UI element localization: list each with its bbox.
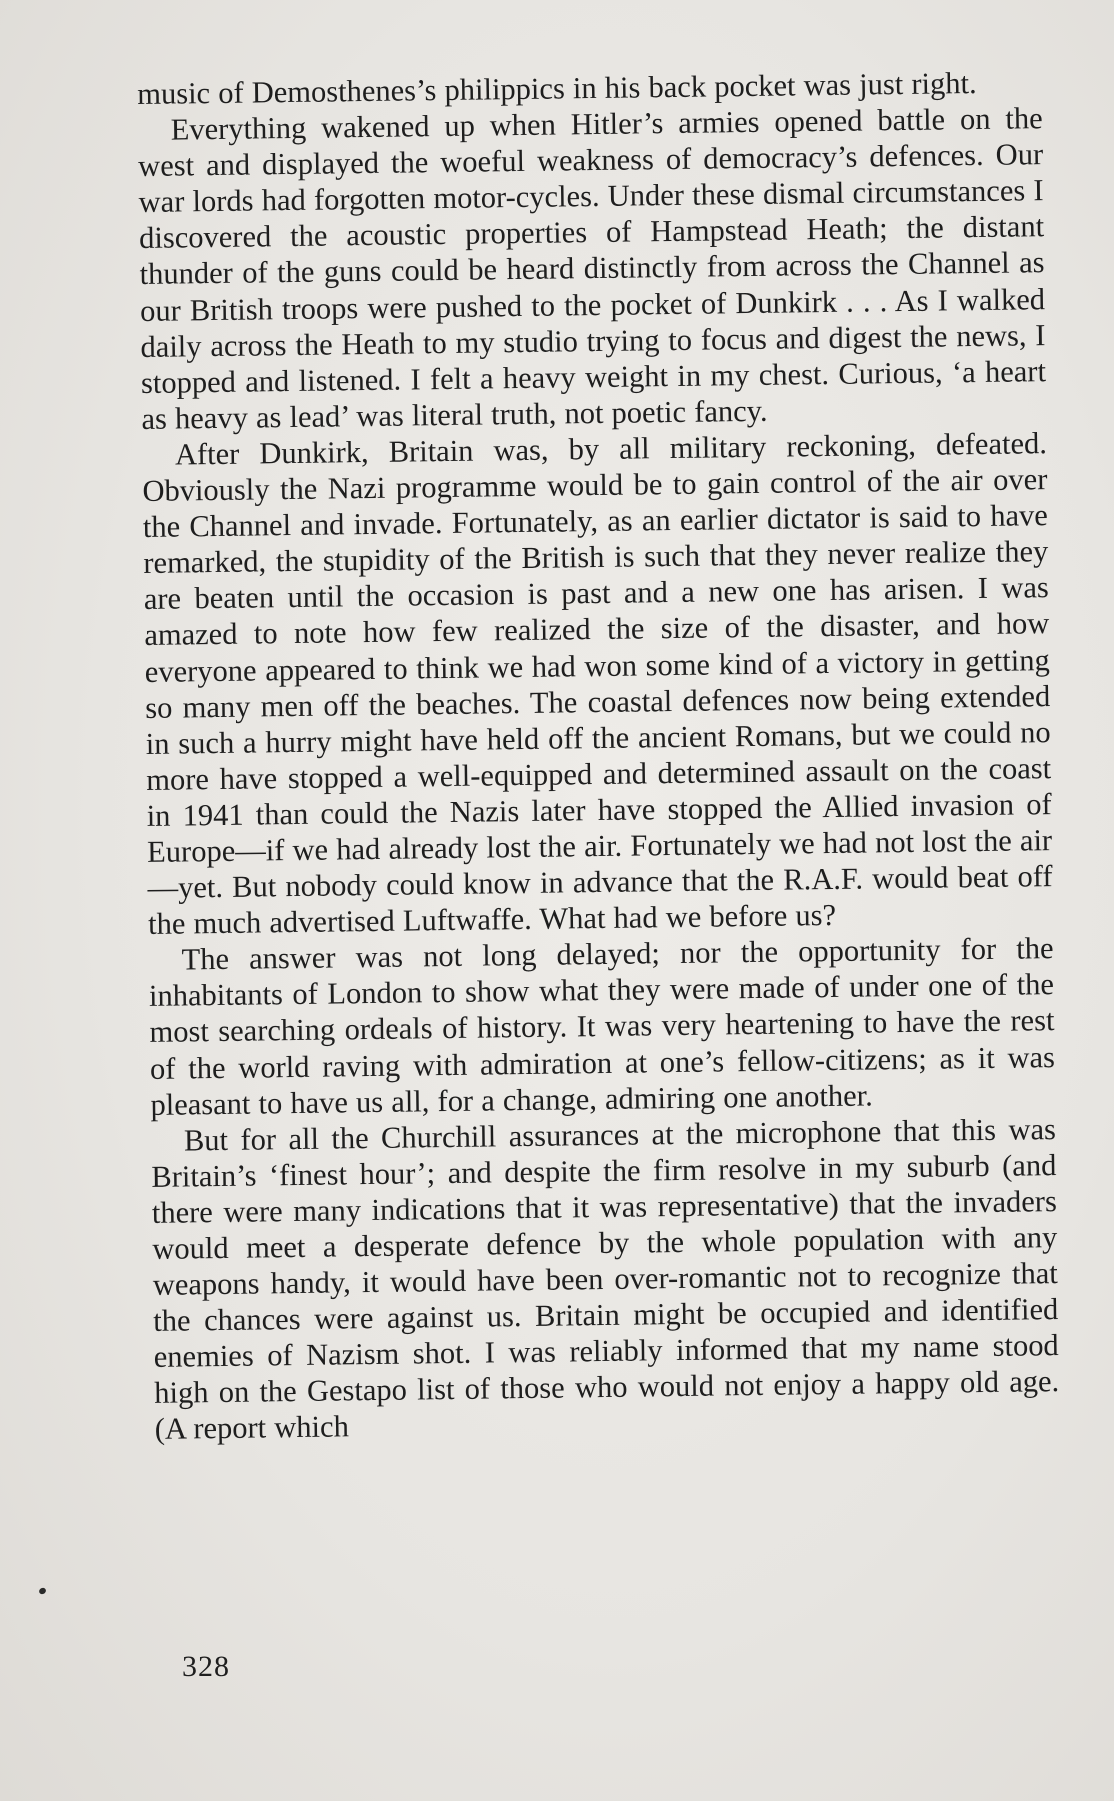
paragraph-finest-hour: But for all the Churchill assurances at the microphone that this was Britain’s ‘finest hour’; and despite the firm resolve in my suburb (and there were many indications that it was representative) that the invaders would meet a desperate defence by the whole population with any weapons handy, it would have been over-romantic not to recognize that the chances were against us. Britain might be occupied and identified enemies of Nazism shot. I was reliably informed that my name stood high on the Gestapo list of those who would not enjoy a happy old age. (A report which (151, 1111, 1060, 1447)
paper-speck (38, 1587, 47, 1596)
paragraph-dunkirk-battle: Everything wakened up when Hitler’s armies opened battle on the west and displayed the woeful weakness of democracy’s defences. Our war lords had forgotten motor-cycles. Under these dismal circumstances I discovered the acoustic properties of Hampstead Heath; the distant thunder of the guns could be heard distinctly from across the Channel as our British troops were pushed to the pocket of Dunkirk . . . As I walked daily across the Heath to my studio trying to focus and digest the news, I stopped and listened. I felt a heavy weight in my chest. Curious, ‘a heart as heavy as lead’ was literal truth, not poetic fancy. (137, 101, 1047, 436)
paragraph-continued: music of Demosthenes’s philippics in his back pocket was just right. (137, 66, 977, 111)
body-text (137, 64, 1060, 1447)
page-number: 328 (182, 1650, 230, 1683)
paragraph-london-ordeal: The answer was not long delayed; nor the opportunity for the inhabitants of London to show what they were made of under one of the most searching ordeals of history. It was very heartening to have the rest of the world raving with admiration at one’s fellow-citizens; as it was pleasant to have us all, for a change, admiring one another. (148, 931, 1056, 1122)
paragraph-after-dunkirk: After Dunkirk, Britain was, by all military reckoning, defeated. Obviously the Nazi programme would be to gain control of the air over the Channel and invade. Fortunately, as an earlier dictator is said to have remarked, the stupidity of the British is such that they never realize they are beaten until the occasion is past and a new one has arisen. I was amazed to note how few realized the size of the disaster, and how everyone appeared to think we had won some kind of a victory in getting so many men off the beaches. The coastal defences now being extended in such a hurry might have held off the ancient Romans, but we could no more have stopped a well-equipped and determined assault on the coast in 1941 than could the Nazis later have stopped the Allied invasion of Europe—if we had already lost the air. Fortunately we had not lost the air—yet. But nobody could know in advance that the R.A.F. would beat off the much advertised Luftwaffe. What had we before us? (142, 426, 1053, 942)
